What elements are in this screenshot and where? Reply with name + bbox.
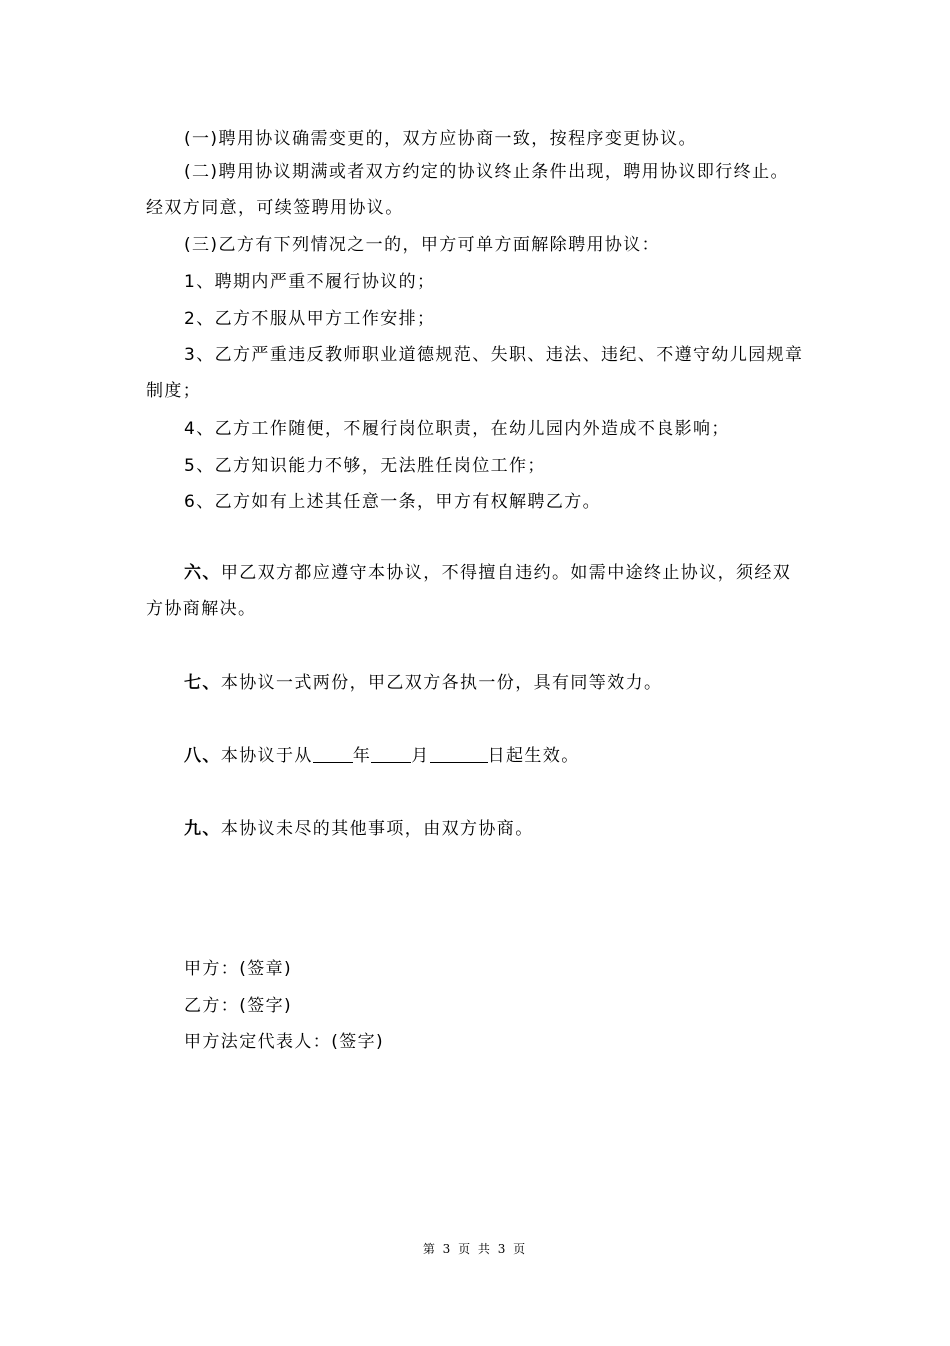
signature-party-a: 甲方：(签章) — [184, 959, 293, 979]
sub-item-6: 6、乙方如有上述其任意一条，甲方有权解聘乙方。 — [184, 492, 602, 512]
clause-seven-number: 七、 — [184, 673, 221, 693]
clause-eight-prefix: 本协议于从 — [220, 746, 313, 766]
clause-five-item-3: (三)乙方有下列情况之一的，甲方可单方面解除聘用协议： — [184, 235, 661, 255]
clause-five-item-2: (二)聘用协议期满或者双方约定的协议终止条件出现，聘用协议即行终止。经双方同意，可续签聘用协议。 — [146, 162, 789, 218]
year-blank[interactable] — [313, 742, 353, 763]
clause-six-text: 甲乙双方都应遵守本协议，不得擅自违约。如需中途终止协议，须经双方协商解决。 — [146, 563, 792, 619]
sub-item-2: 2、乙方不服从甲方工作安排； — [184, 309, 436, 329]
clause-eight — [184, 738, 580, 774]
sub-item-3: 3、乙方严重违反教师职业道德规范、失职、违法、违纪、不遵守幼儿园规章制度； — [146, 345, 804, 401]
clause-eight-month: 月 — [411, 746, 430, 766]
sub-item-4: 4、乙方工作随便，不履行岗位职责，在幼儿园内外造成不良影响； — [184, 419, 730, 439]
signature-legal-rep: 甲方法定代表人：(签字) — [184, 1032, 385, 1052]
clause-nine-number: 九、 — [184, 819, 221, 839]
clause-nine-text: 本协议未尽的其他事项，由双方协商。 — [220, 819, 534, 839]
clause-eight-year: 年 — [352, 746, 372, 766]
sub-item-5: 5、乙方知识能力不够，无法胜任岗位工作； — [184, 456, 546, 476]
page-footer: 第 3 页 共 3 页 — [422, 1242, 528, 1256]
clause-five-item-1: (一)聘用协议确需变更的，双方应协商一致，按程序变更协议。 — [184, 129, 697, 149]
clause-nine — [184, 811, 534, 847]
month-blank[interactable] — [371, 742, 411, 763]
signature-party-b: 乙方：(签字) — [184, 996, 293, 1016]
clause-six — [146, 555, 806, 627]
clause-eight-suffix: 日起生效。 — [487, 746, 580, 766]
sub-item-1: 1、聘期内严重不履行协议的； — [184, 272, 436, 292]
clause-seven — [184, 665, 662, 701]
clause-seven-text: 本协议一式两份，甲乙双方各执一份，具有同等效力。 — [220, 673, 663, 693]
day-blank[interactable] — [430, 742, 488, 763]
clause-eight-number: 八、 — [184, 746, 221, 766]
clause-six-number: 六、 — [184, 563, 221, 583]
